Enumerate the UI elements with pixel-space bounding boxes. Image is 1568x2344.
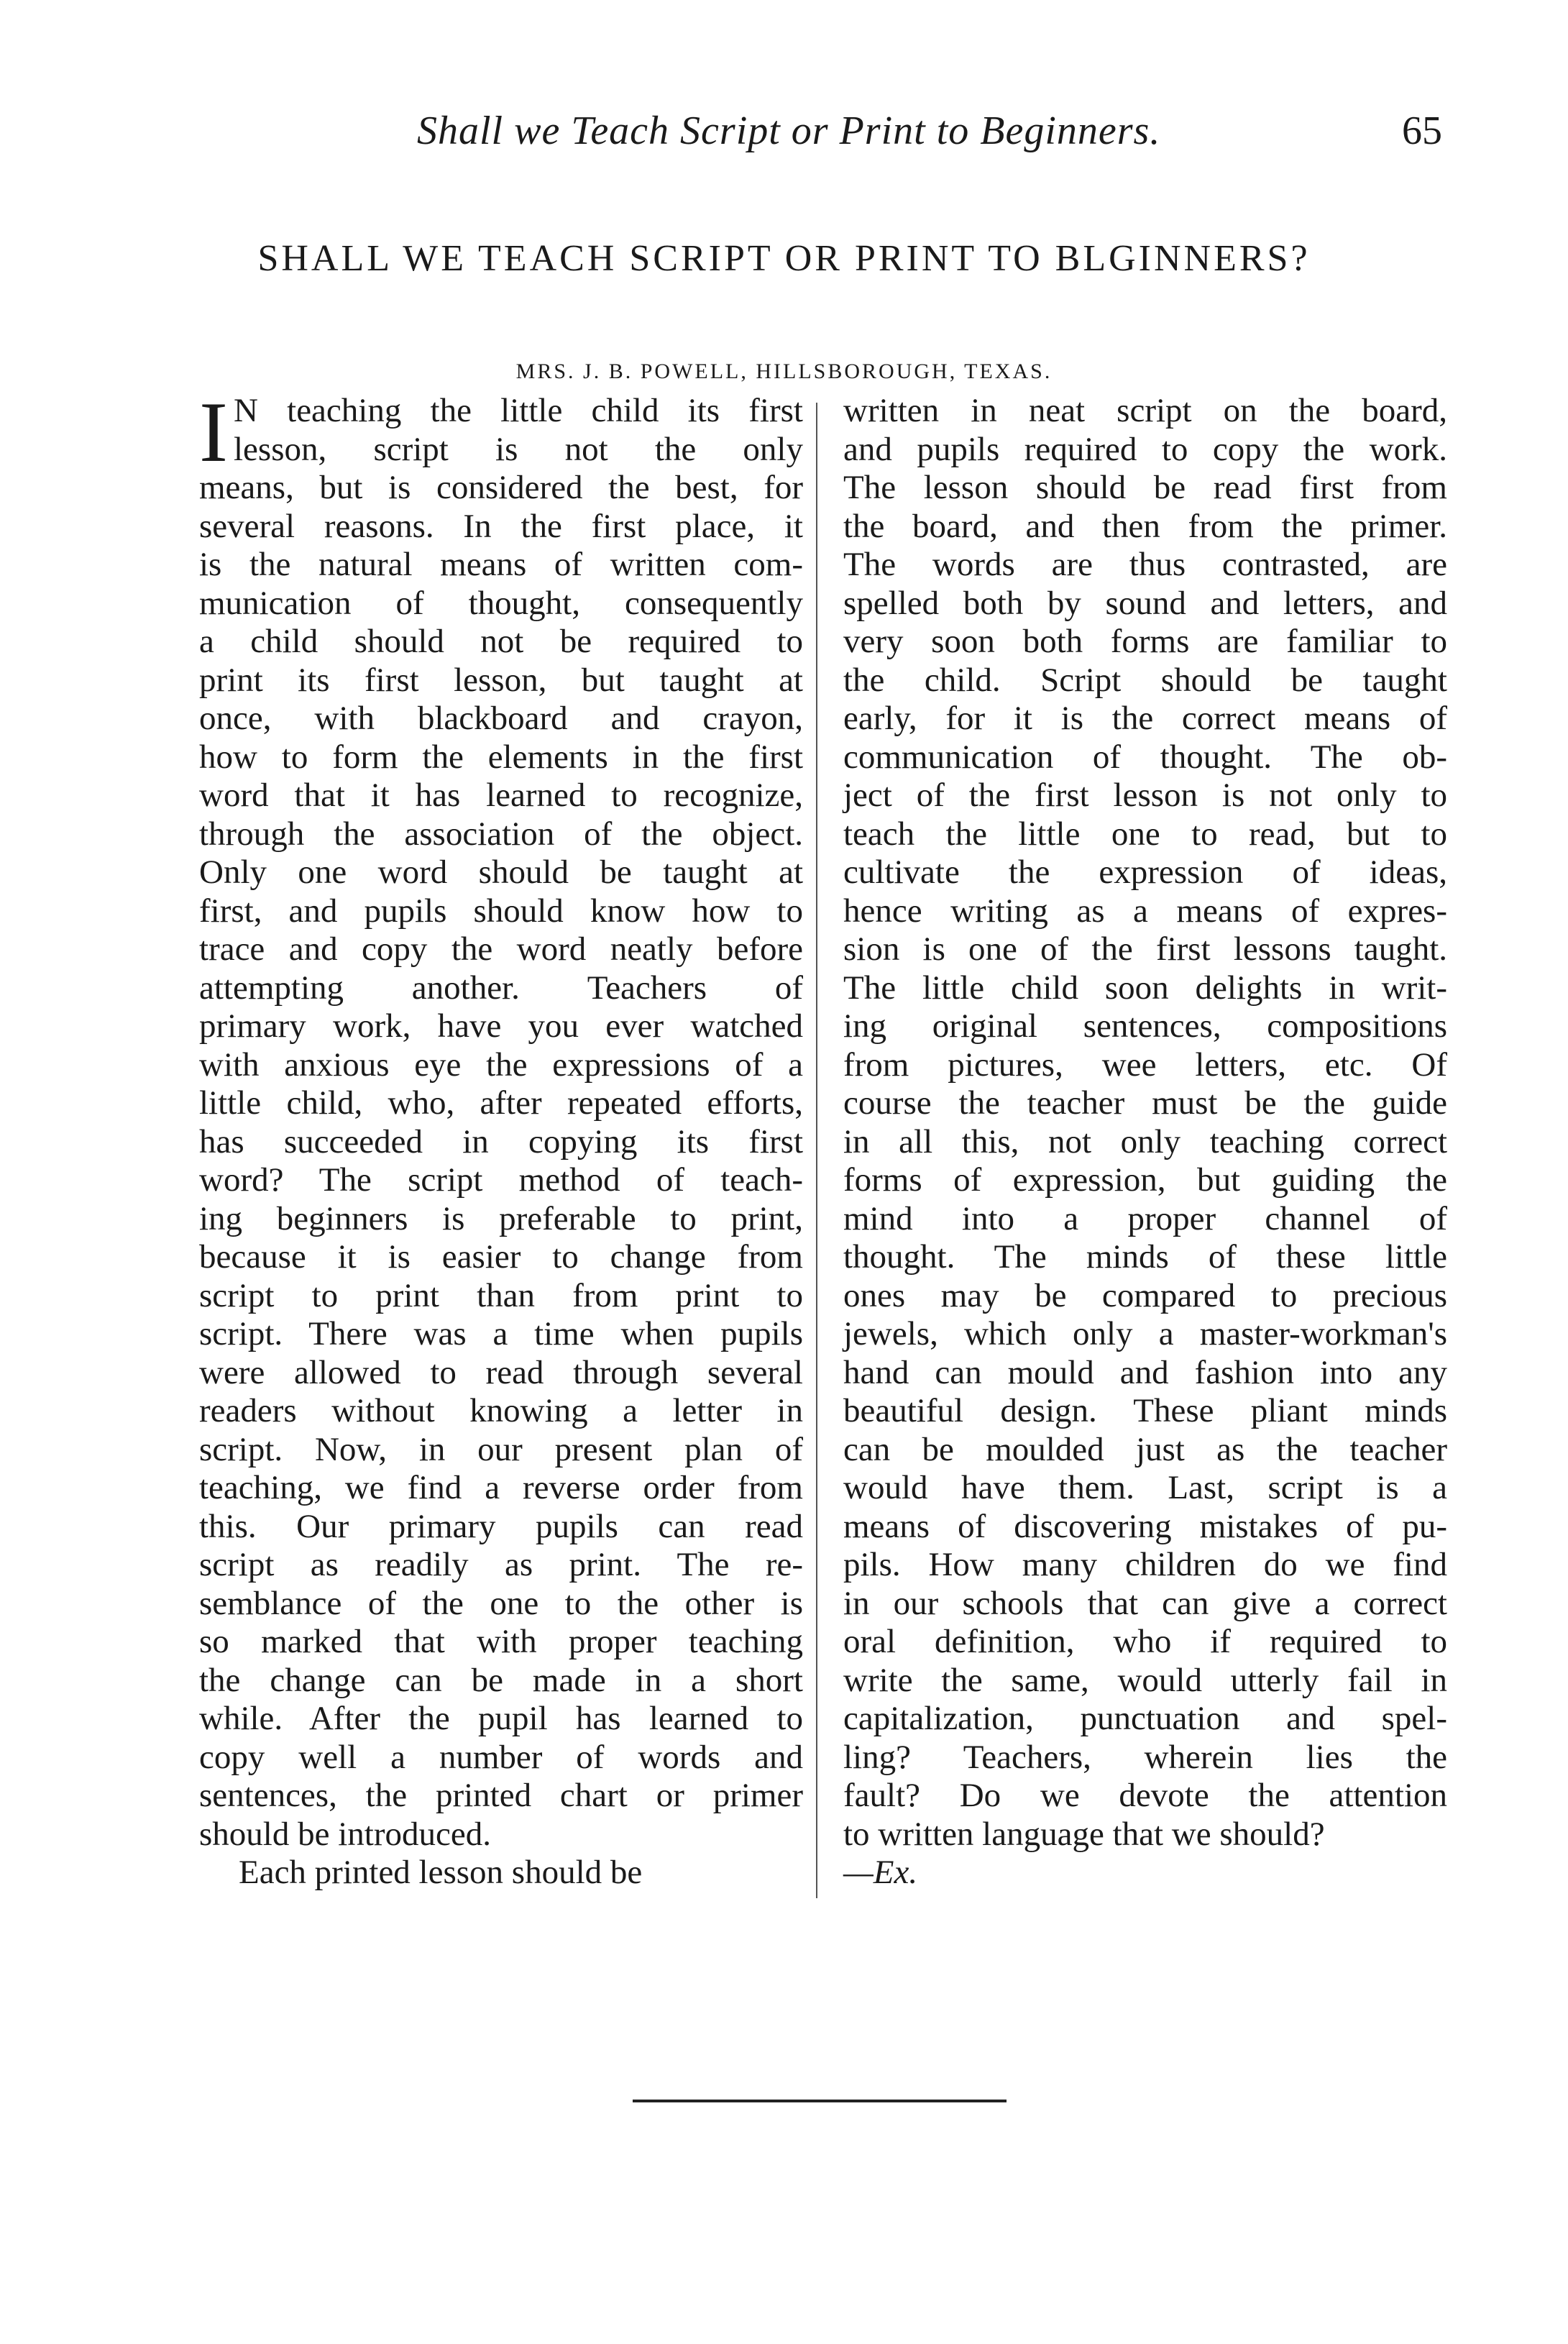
text-line: jewels, which only a master-workman's <box>843 1315 1447 1352</box>
text-line: capitalization, punctuation and spel- <box>843 1700 1447 1737</box>
text-line: The lesson should be read first from <box>843 469 1447 506</box>
text-line: lesson, script is not the only <box>234 430 803 468</box>
text-line: early, for it is the correct means of <box>843 700 1447 737</box>
text-line: communication of thought. The ob- <box>843 738 1447 776</box>
end-rule <box>633 2100 1007 2102</box>
text-line: in our schools that can give a correct <box>843 1584 1447 1622</box>
text-line: word? The script method of teach- <box>199 1161 803 1199</box>
running-head <box>0 108 1568 158</box>
text-line: cultivate the expression of ideas, <box>843 853 1447 891</box>
text-line: hand can mould and fashion into any <box>843 1353 1447 1391</box>
text-line: while. After the pupil has learned to <box>199 1700 803 1737</box>
text-line: fault? Do we devote the attention <box>843 1777 1447 1814</box>
text-line: copy well a number of words and <box>199 1738 803 1776</box>
drop-cap: I <box>199 384 228 480</box>
text-line: hence writing as a means of expres- <box>843 892 1447 930</box>
text-line: ones may be compared to precious <box>843 1276 1447 1314</box>
text-line: and pupils required to copy the work. <box>843 430 1447 468</box>
text-line: were allowed to read through several <box>199 1353 803 1391</box>
byline: MRS. J. B. POWELL, HILLSBOROUGH, TEXAS. <box>515 360 1053 383</box>
text-line: is the natural means of written com- <box>199 546 803 583</box>
text-line: N teaching the little child its first <box>234 392 803 429</box>
text-line: several reasons. In the first place, it <box>199 507 803 545</box>
text-line: pils. How many children do we find <box>843 1546 1447 1583</box>
text-line: attempting another. Teachers of <box>199 969 803 1007</box>
text-line: beautiful design. These pliant minds <box>843 1392 1447 1429</box>
text-line: word that it has learned to recognize, <box>199 777 803 814</box>
text-line: ing beginners is preferable to print, <box>199 1199 803 1237</box>
text-line: primary work, have you ever watched <box>199 1007 803 1045</box>
page-number: 65 <box>1402 109 1442 153</box>
text-line: to written language that we should? <box>843 1815 1325 1853</box>
text-line: trace and copy the word neatly before <box>199 930 803 968</box>
text-line: this. Our primary pupils can read <box>199 1507 803 1545</box>
text-line: course the teacher must be the guide <box>843 1084 1447 1122</box>
text-line: readers without knowing a letter in <box>199 1392 803 1429</box>
article-title: SHALL WE TEACH SCRIPT OR PRINT TO BLGINNERS? <box>257 238 1311 279</box>
text-line: script. There was a time when pupils <box>199 1315 803 1352</box>
text-line: teaching, we find a reverse order from <box>199 1469 803 1506</box>
text-line: munication of thought, consequently <box>199 584 803 622</box>
text-line: teach the little one to read, but to <box>843 815 1447 853</box>
text-line: forms of expression, but guiding the <box>843 1161 1447 1199</box>
text-line: because it is easier to change from <box>199 1238 803 1276</box>
text-line: once, with blackboard and crayon, <box>199 700 803 737</box>
column-divider <box>816 403 817 1898</box>
text-line: Only one word should be taught at <box>199 853 803 891</box>
text-line: very soon both forms are familiar to <box>843 623 1447 660</box>
text-line: in all this, not only teaching correct <box>843 1122 1447 1160</box>
text-line: mind into a proper channel of <box>843 1199 1447 1237</box>
text-line: print its first lesson, but taught at <box>199 661 803 699</box>
right-column <box>843 392 1447 1892</box>
text-line: spelled both by sound and letters, and <box>843 584 1447 622</box>
text-line: script as readily as print. The re- <box>199 1546 803 1583</box>
text-line: should be introduced. <box>199 1815 491 1853</box>
text-line: write the same, would utterly fail in <box>843 1661 1447 1699</box>
text-line: the change can be made in a short <box>199 1661 803 1699</box>
text-line: from pictures, wee letters, etc. Of <box>843 1045 1447 1084</box>
text-line: means, but is considered the best, for <box>199 469 803 506</box>
text-line: a child should not be required to <box>199 623 803 660</box>
signature: —Ex. <box>843 1854 918 1891</box>
text-line: little child, who, after repeated efforts, <box>199 1084 803 1122</box>
text-line: would have them. Last, script is a <box>843 1469 1447 1506</box>
text-line: sentences, the printed chart or primer <box>199 1777 803 1814</box>
text-line: The words are thus contrasted, are <box>843 546 1447 583</box>
text-line: ing original sentences, compositions <box>843 1007 1447 1045</box>
text-line: written in neat script on the board, <box>843 392 1447 429</box>
running-title: Shall we Teach Script or Print to Beginners. <box>417 109 1161 153</box>
text-line: Each printed lesson should be <box>239 1854 643 1891</box>
text-line: can be moulded just as the teacher <box>843 1430 1447 1468</box>
text-line: The little child soon delights in writ- <box>843 969 1447 1007</box>
text-line: sion is one of the first lessons taught. <box>843 930 1447 968</box>
left-column <box>199 384 803 1892</box>
text-line: oral definition, who if required to <box>843 1623 1447 1660</box>
text-line: with anxious eye the expressions of a <box>199 1045 803 1084</box>
text-line: ject of the first lesson is not only to <box>843 777 1447 814</box>
text-line: has succeeded in copying its first <box>199 1122 803 1160</box>
text-line: the child. Script should be taught <box>843 661 1447 699</box>
text-line: the board, and then from the primer. <box>843 507 1447 545</box>
text-line: first, and pupils should know how to <box>199 892 803 930</box>
text-line: ling? Teachers, wherein lies the <box>843 1738 1447 1776</box>
text-line: through the association of the object. <box>199 815 803 853</box>
text-line: means of discovering mistakes of pu- <box>843 1507 1447 1545</box>
text-line: so marked that with proper teaching <box>199 1623 803 1660</box>
text-line: semblance of the one to the other is <box>199 1584 803 1622</box>
text-line: how to form the elements in the first <box>199 738 803 776</box>
text-line: thought. The minds of these little <box>843 1238 1447 1276</box>
text-line: script to print than from print to <box>199 1276 803 1314</box>
text-line: script. Now, in our present plan of <box>199 1430 803 1468</box>
